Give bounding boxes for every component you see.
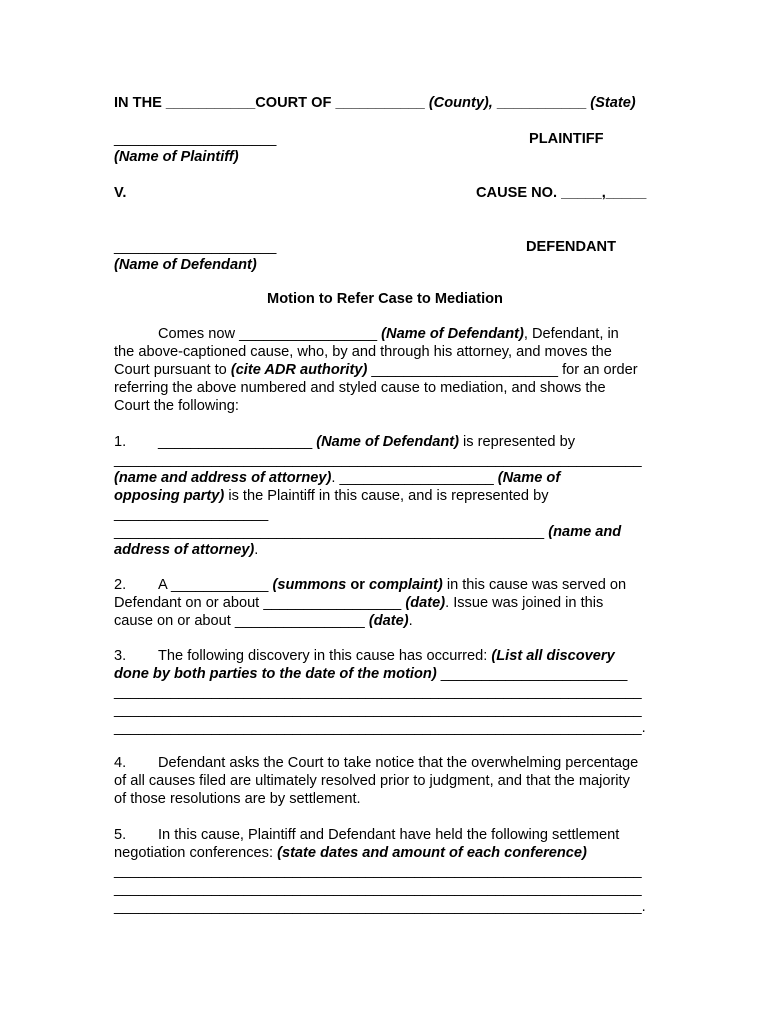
para-1-line-3: (name and address of attorney). ___________________ (Name of xyxy=(114,470,561,486)
in-the-label: IN THE xyxy=(114,95,162,111)
para-1-line-1: ___________________ (Name of Defendant) is represented by xyxy=(158,434,575,450)
para-5-line-1: In this cause, Plaintiff and Defendant have held the following settlement xyxy=(158,827,620,843)
para-2-line-1: A ____________ (summons or complaint) in this cause was served on xyxy=(158,577,627,593)
para-4-line-2: of all causes filed are ultimately resolved prior to judgment, and that the majority xyxy=(114,773,630,789)
para-1-number: 1. xyxy=(114,434,127,450)
intro-line-2: the above-captioned cause, who, by and through his attorney, and moves the xyxy=(114,344,612,360)
defendant-blank[interactable]: ___________________ xyxy=(158,434,313,450)
intro-line-1: Comes now _________________ (Name of Defendant), Defendant, in xyxy=(158,326,619,342)
plaintiff-label: PLAINTIFF xyxy=(529,131,604,147)
para-1-line-6: _____________________________________________________ (name and xyxy=(114,524,622,540)
county-blank[interactable]: ___________ xyxy=(335,95,425,111)
intro-line-4: referring the above numbered and styled cause to mediation, and shows the xyxy=(114,380,606,396)
court-heading xyxy=(114,94,636,112)
defendant-blank[interactable]: _________________ xyxy=(239,326,378,342)
document-title: Motion to Refer Case to Mediation xyxy=(267,291,503,307)
para-4-line-1: Defendant asks the Court to take notice that the overwhelming percentage xyxy=(158,755,639,771)
versus-label: V. xyxy=(114,185,127,201)
para-3-line-2: done by both parties to the date of the motion) _______________________ xyxy=(114,666,628,682)
para-4-line-3: of those resolutions are by settlement. xyxy=(114,791,361,807)
para-3-line-1: The following discovery in this cause has occurred: (List all discovery xyxy=(158,648,615,664)
para-5-number: 5. xyxy=(114,827,127,843)
discovery-rule-2[interactable]: _________________________________________________________________ xyxy=(114,702,642,718)
para-1-line-4: opposing party) is the Plaintiff in this cause, and is represented by xyxy=(114,488,549,504)
attorney-rule[interactable]: _________________________________________________________________ xyxy=(114,452,642,468)
joined-date-blank[interactable]: ________________ xyxy=(234,613,365,629)
para-4-number: 4. xyxy=(114,755,127,771)
defendant-name-blank[interactable]: ____________________ xyxy=(114,239,277,255)
court-blank[interactable]: ___________ xyxy=(165,95,256,111)
served-date-blank[interactable]: _________________ xyxy=(263,595,402,611)
para-3-number: 3. xyxy=(114,648,127,664)
para-1-line-7: address of attorney). xyxy=(114,542,259,558)
para-2-line-2: Defendant on or about _________________ (date). Issue was joined in this xyxy=(114,595,604,611)
plaintiff-name-blank[interactable]: ____________________ xyxy=(114,131,277,147)
conference-rule-2[interactable]: _________________________________________________________________ xyxy=(114,881,642,897)
cause-number[interactable]: CAUSE NO. _____,_____ xyxy=(476,185,647,201)
conference-rule-3[interactable]: _________________________________________________________________. xyxy=(114,899,646,915)
state-blank[interactable]: ___________ xyxy=(496,95,587,111)
para-5-line-2: negotiation conferences: (state dates and amount of each conference) xyxy=(114,845,587,861)
discovery-rule-3[interactable]: _________________________________________________________________. xyxy=(114,720,646,736)
opposing-attorney-rule[interactable]: _____________________________________________________ xyxy=(114,524,545,540)
para-2-line-3: cause on or about ________________ (date). xyxy=(114,613,413,629)
discovery-rule-1[interactable]: _________________________________________________________________ xyxy=(114,684,642,700)
defendant-name-label: (Name of Defendant) xyxy=(114,257,257,273)
intro-line-5: Court the following: xyxy=(114,398,239,414)
discovery-blank[interactable]: _______________________ xyxy=(440,666,628,682)
opposing-party-blank[interactable]: ___________________ xyxy=(339,470,494,486)
court-of-label: COURT OF xyxy=(255,95,332,111)
summons-blank[interactable]: ____________ xyxy=(171,577,269,593)
adr-authority-blank[interactable]: _______________________ xyxy=(371,362,559,378)
plaintiff-name-label: (Name of Plaintiff) xyxy=(114,149,239,165)
state-label: (State) xyxy=(590,95,636,111)
county-label: (County), xyxy=(428,95,493,111)
para-2-number: 2. xyxy=(114,577,127,593)
conference-rule-1[interactable]: _________________________________________________________________ xyxy=(114,863,642,879)
defendant-label: DEFENDANT xyxy=(526,239,616,255)
intro-line-3: Court pursuant to (cite ADR authority) _______________________ for an order xyxy=(114,362,638,378)
opposing-attorney-blank[interactable]: ___________________ xyxy=(114,506,269,522)
